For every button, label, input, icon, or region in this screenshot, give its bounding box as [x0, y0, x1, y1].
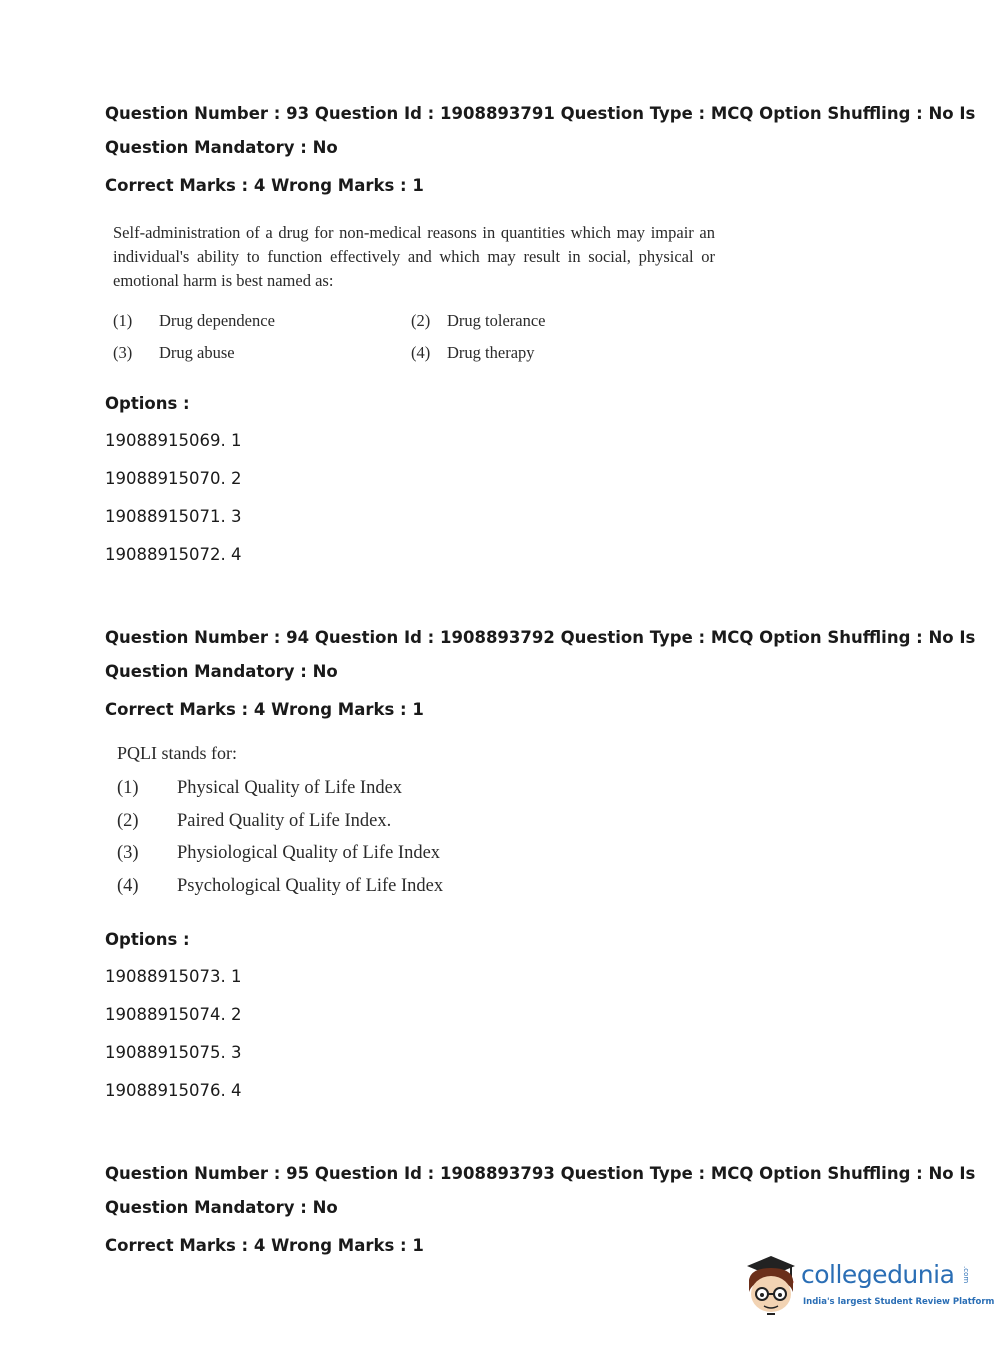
question-95	[105, 1157, 976, 1263]
answer-choice	[117, 876, 925, 909]
question-94	[105, 621, 976, 908]
choice-number: (1)	[117, 778, 139, 798]
option-line: 19088915069. 1	[105, 431, 242, 450]
option-line: 19088915075. 3	[105, 1043, 242, 1062]
option-line: 19088915072. 4	[105, 545, 242, 564]
option-line: 19088915071. 3	[105, 507, 242, 526]
question-text: Self-administration of a drug for non-medical reasons in quantities which may impair an individual's ability to function effectively and which may result in social, physical or emotional harm is best named as:	[113, 223, 715, 290]
options-section	[105, 393, 925, 415]
answer-choices	[113, 311, 713, 377]
question-meta-line1: Question Number : 93 Question Id : 1908893791 Question Type : MCQ Option Shuffling : No Is	[105, 104, 976, 123]
mascot-icon	[741, 1250, 801, 1318]
question-marks: Correct Marks : 4 Wrong Marks : 1	[105, 700, 424, 719]
options-section	[105, 929, 925, 951]
answer-choices	[117, 778, 925, 908]
options-list	[105, 958, 925, 1110]
options-label: Options :	[105, 394, 190, 413]
choice-number: (3)	[113, 343, 133, 362]
choice-number: (2)	[117, 810, 139, 831]
answer-choice	[117, 811, 925, 844]
logo-suffix: .com	[962, 1266, 970, 1284]
question-text: PQLI stands for:	[117, 743, 237, 763]
choice-text: Drug therapy	[447, 343, 535, 362]
question-meta-line2: Question Mandatory : No	[105, 662, 338, 681]
answer-choice	[113, 311, 275, 331]
logo-wordmark: collegedunia	[801, 1260, 955, 1289]
question-meta-line2: Question Mandatory : No	[105, 1198, 338, 1217]
choice-number: (4)	[117, 875, 139, 896]
question-93	[105, 97, 976, 377]
answer-choice	[411, 343, 535, 363]
option-line: 19088915070. 2	[105, 469, 242, 488]
choice-text: Drug dependence	[159, 311, 275, 330]
question-meta-line1: Question Number : 94 Question Id : 1908893792 Question Type : MCQ Option Shuffling : No Is	[105, 628, 976, 647]
choice-text: Drug abuse	[159, 343, 235, 362]
option-line: 19088915076. 4	[105, 1081, 242, 1100]
question-marks: Correct Marks : 4 Wrong Marks : 1	[105, 176, 424, 195]
choice-number: (3)	[117, 843, 139, 863]
choice-number: (4)	[411, 343, 431, 362]
answer-choice	[117, 778, 925, 811]
logo-tagline: India's largest Student Review Platform	[803, 1297, 995, 1307]
choice-text: Drug tolerance	[447, 311, 546, 330]
choice-text: Paired Quality of Life Index.	[177, 810, 392, 831]
answer-choice	[411, 311, 546, 331]
options-label: Options :	[105, 930, 190, 949]
answer-choice	[113, 343, 235, 363]
choice-number: (2)	[411, 311, 431, 330]
collegedunia-logo	[741, 1250, 995, 1318]
options-list	[105, 422, 925, 574]
choice-text: Physiological Quality of Life Index	[177, 843, 441, 863]
choice-number: (1)	[113, 311, 133, 330]
option-line: 19088915074. 2	[105, 1005, 242, 1024]
question-marks: Correct Marks : 4 Wrong Marks : 1	[105, 1236, 424, 1255]
choice-text: Physical Quality of Life Index	[177, 778, 403, 798]
choice-text: Psychological Quality of Life Index	[177, 875, 444, 896]
answer-choice	[117, 843, 925, 876]
option-line: 19088915073. 1	[105, 967, 242, 986]
question-meta-line2: Question Mandatory : No	[105, 138, 338, 157]
question-meta-line1: Question Number : 95 Question Id : 1908893793 Question Type : MCQ Option Shuffling : No Is	[105, 1164, 976, 1183]
